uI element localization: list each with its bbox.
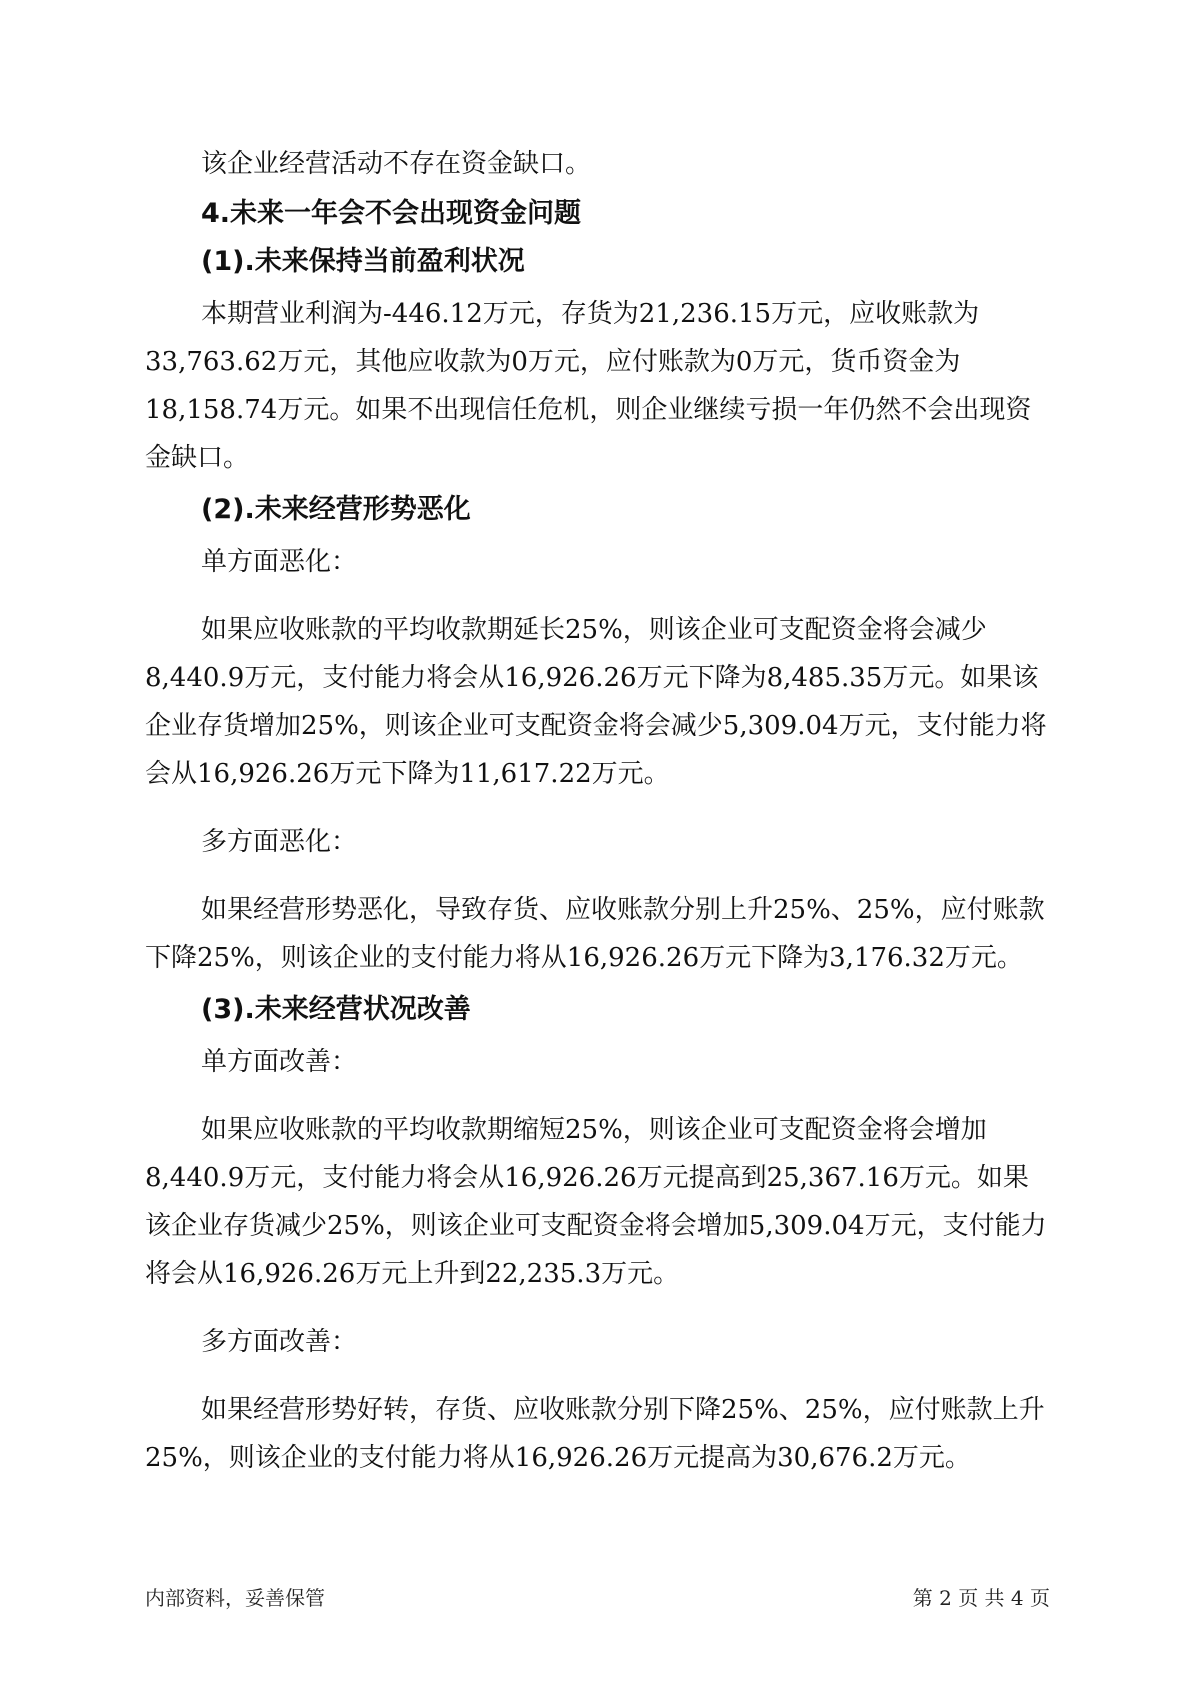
label-multi-improving: 多方面改善：	[201, 1327, 358, 1357]
label-single-worsening: 单方面恶化：	[201, 547, 358, 577]
document-body	[145, 140, 1050, 1482]
footer-page-number: 第 2 页 共 4 页	[912, 1586, 1050, 1610]
paragraph-single-worsening: 如果应收账款的平均收款期延长25%，则该企业可支配资金将会减少8,440.9万元，支付能力将会从16,926.26万元下降为8,485.35万元。如果该企业存货增加25%，则该企业可支配资金将会减少5,309.04万元，支付能力将会从16,926.26万元下降为11,617.22万元。	[145, 615, 1047, 789]
section-heading-4: 4.未来一年会不会出现资金问题	[201, 198, 582, 229]
page-footer	[145, 1582, 1050, 1612]
label-multi-worsening: 多方面恶化：	[201, 827, 358, 857]
paragraph-single-improving: 如果应收账款的平均收款期缩短25%，则该企业可支配资金将会增加8,440.9万元，支付能力将会从16,926.26万元提高到25,367.16万元。如果该企业存货减少25%，则该企业可支配资金将会增加5,309.04万元，支付能力将会从16,926.26万元上升到22,235.3万元。	[145, 1115, 1047, 1289]
label-single-improving: 单方面改善：	[201, 1047, 358, 1077]
paragraph-no-funding-gap: 该企业经营活动不存在资金缺口。	[201, 149, 592, 179]
paragraph-current-status: 本期营业利润为-446.12万元，存货为21,236.15万元，应收账款为33,763.62万元，其他应收款为0万元，应付账款为0万元，货币资金为18,158.74万元。如果不出现信任危机，则企业继续亏损一年仍然不会出现资金缺口。	[145, 299, 1032, 473]
footer-confidential-note: 内部资料，妥善保管	[145, 1586, 325, 1610]
subheading-worsening: (2).未来经营形势恶化	[201, 494, 471, 525]
subheading-improving: (3).未来经营状况改善	[201, 994, 471, 1025]
paragraph-multi-improving: 如果经营形势好转，存货、应收账款分别下降25%、25%，应付账款上升25%，则该企业的支付能力将从16,926.26万元提高为30,676.2万元。	[145, 1395, 1045, 1473]
paragraph-multi-worsening: 如果经营形势恶化，导致存货、应收账款分别上升25%、25%，应付账款下降25%，则该企业的支付能力将从16,926.26万元下降为3,176.32万元。	[145, 895, 1045, 973]
subheading-maintain-profit: (1).未来保持当前盈利状况	[201, 246, 525, 277]
